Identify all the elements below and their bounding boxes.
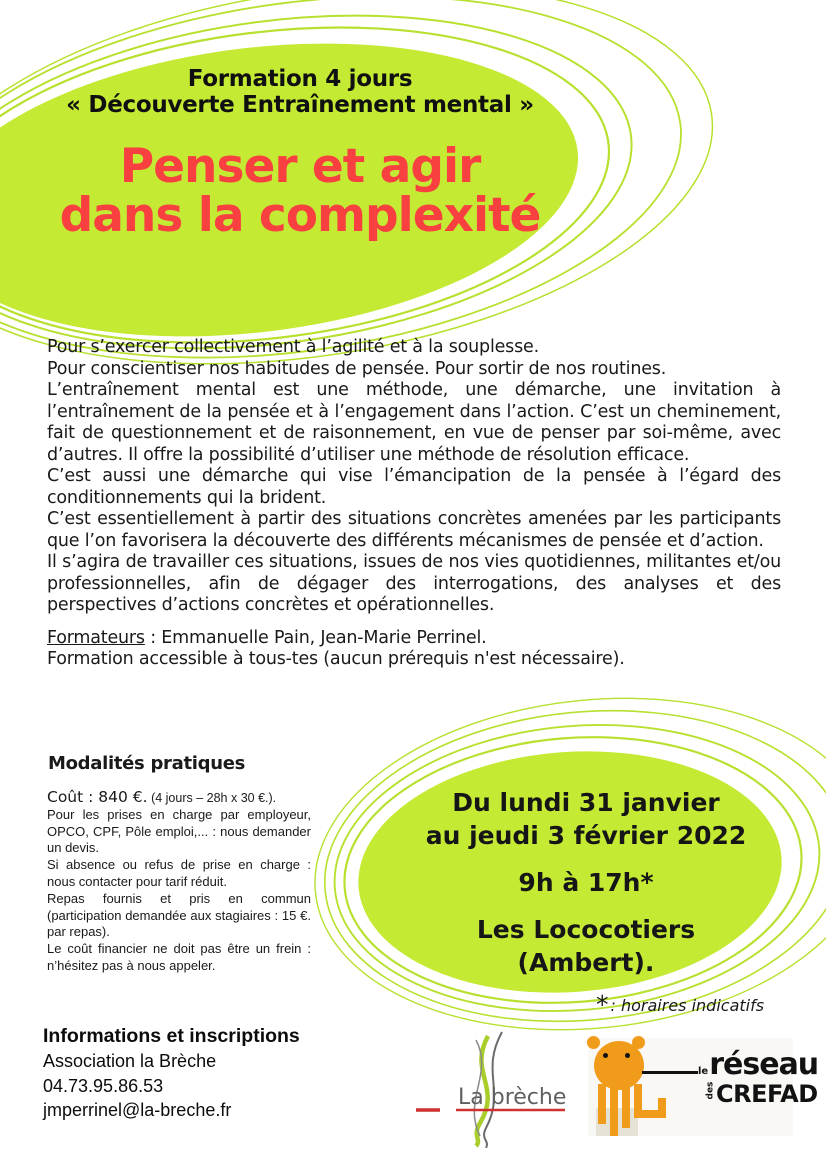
schedule-dates	[371, 786, 801, 852]
crefad-le: le	[698, 1066, 709, 1077]
intro-paragraph: Pour conscientiser nos habitudes de pensée. Pour sortir de nos routines.	[47, 358, 667, 379]
octopus-head-icon	[594, 1041, 644, 1090]
cost-detail: (4 jours – 28h x 30 €.).	[147, 791, 277, 805]
octopus-ear-icon	[587, 1036, 600, 1049]
kicker-line1: Formation 4 jours	[187, 66, 413, 92]
octopus-bent-leg-icon	[658, 1098, 666, 1118]
crefad-des: des	[705, 1081, 716, 1099]
intro-paragraph: C’est essentiellement à partir des situations concrètes amenées par les participants que l’on favorisera la découverte des différents mécanismes de pensée et d’action.	[47, 509, 781, 551]
octopus-leg-icon	[598, 1084, 606, 1124]
cost-amount: Coût : 840 €.	[47, 788, 148, 806]
trainers-block	[47, 628, 781, 671]
course-kicker	[0, 66, 600, 118]
cost-block	[47, 789, 311, 975]
venue-line2: (Ambert).	[517, 948, 655, 977]
kicker-line2: « Découverte Entraînement mental »	[66, 92, 534, 118]
octopus-eye-icon	[603, 1053, 608, 1058]
crefad-name: CREFAD	[716, 1080, 818, 1108]
contact-email: jmperrinel@la-breche.fr	[43, 1100, 232, 1120]
octopus-leg-icon	[622, 1084, 630, 1128]
cost-paragraph: Repas fournis et pris en commun (participation demandée aux stagiaires : 15 €. par repas).	[47, 890, 311, 940]
title-line1: Penser et agir	[119, 139, 481, 194]
cost-paragraph: Si absence ou refus de prise en charge : nous contacter pour tarif réduit.	[47, 857, 311, 889]
octopus-eye-icon	[625, 1053, 630, 1058]
cost-paragraph: Le coût financier ne doit pas être un frein : n’hésitez pas à nous appeler.	[47, 941, 311, 973]
trainers-names: : Emmanuelle Pain, Jean-Marie Perrinel.	[144, 627, 487, 648]
page-title	[0, 139, 600, 243]
accessibility-note: Formation accessible à tous-tes (aucun prérequis n'est nécessaire).	[47, 649, 625, 669]
cost-paragraph: Pour les prises en charge par employeur, OPCO, CPF, Pôle emploi,... : nous demander un devis.	[47, 806, 311, 856]
crefad-text-row2	[706, 1082, 818, 1106]
contact-block	[43, 1023, 373, 1123]
footnote-text: : horaires indicatifs	[610, 996, 765, 1015]
crefad-logo-text	[698, 1047, 819, 1108]
dates-line2: au jeudi 3 février 2022	[425, 821, 747, 850]
contact-org: Association la Brèche	[43, 1051, 217, 1071]
schedule-venue	[371, 913, 801, 979]
contact-phone: 04.73.95.86.53	[43, 1075, 164, 1096]
crefad-reseau: réseau	[709, 1047, 819, 1082]
venue-line1: Les Lococotiers	[476, 915, 696, 944]
crefad-text-row1	[698, 1047, 819, 1082]
dates-line1: Du lundi 31 janvier	[452, 788, 720, 817]
la-breche-logo	[410, 1028, 580, 1148]
contact-heading: Informations et inscriptions	[43, 1025, 300, 1047]
title-line2: dans la complexité	[59, 188, 541, 243]
trainers-label: Formateurs	[47, 627, 145, 648]
hours-footnote	[596, 990, 806, 1019]
schedule-block	[371, 786, 801, 979]
intro-paragraph: Il s’agira de travailler ces situations, issues de nos vies quotidiennes, militantes et/ou professionnelles, afin de dégager des interrogations, des analyses et des perspectives d’actions concrètes et opérationnelles.	[47, 552, 781, 615]
intro-text	[47, 337, 781, 671]
breche-logo-text: La brèche	[458, 1085, 567, 1110]
footnote-asterisk: *	[596, 990, 609, 1019]
schedule-hours: 9h à 17h*	[518, 868, 654, 897]
intro-paragraph: C’est aussi une démarche qui vise l’émancipation de la pensée à l’égard des conditionnements qui la brident.	[47, 466, 781, 508]
crefad-logo	[588, 1038, 819, 1136]
intro-paragraph: L’entraînement mental est une méthode, une démarche, une invitation à l’entraînement de la pensée et à l’engagement dans l’action. C’est un cheminement, fait de questionnement et de raisonnement, en vue de penser par soi-même, avec d’autres. Il offre la possibilité d’utiliser une méthode de résolution efficace.	[47, 380, 781, 465]
octopus-leg-icon	[610, 1084, 618, 1136]
cost-line	[47, 789, 311, 807]
practical-heading: Modalités pratiques	[48, 753, 246, 774]
crefad-logo-line	[642, 1071, 698, 1074]
trainers-line	[47, 628, 781, 650]
intro-paragraph: Pour s’exercer collectivement à l’agilité et à la souplesse.	[47, 337, 539, 357]
